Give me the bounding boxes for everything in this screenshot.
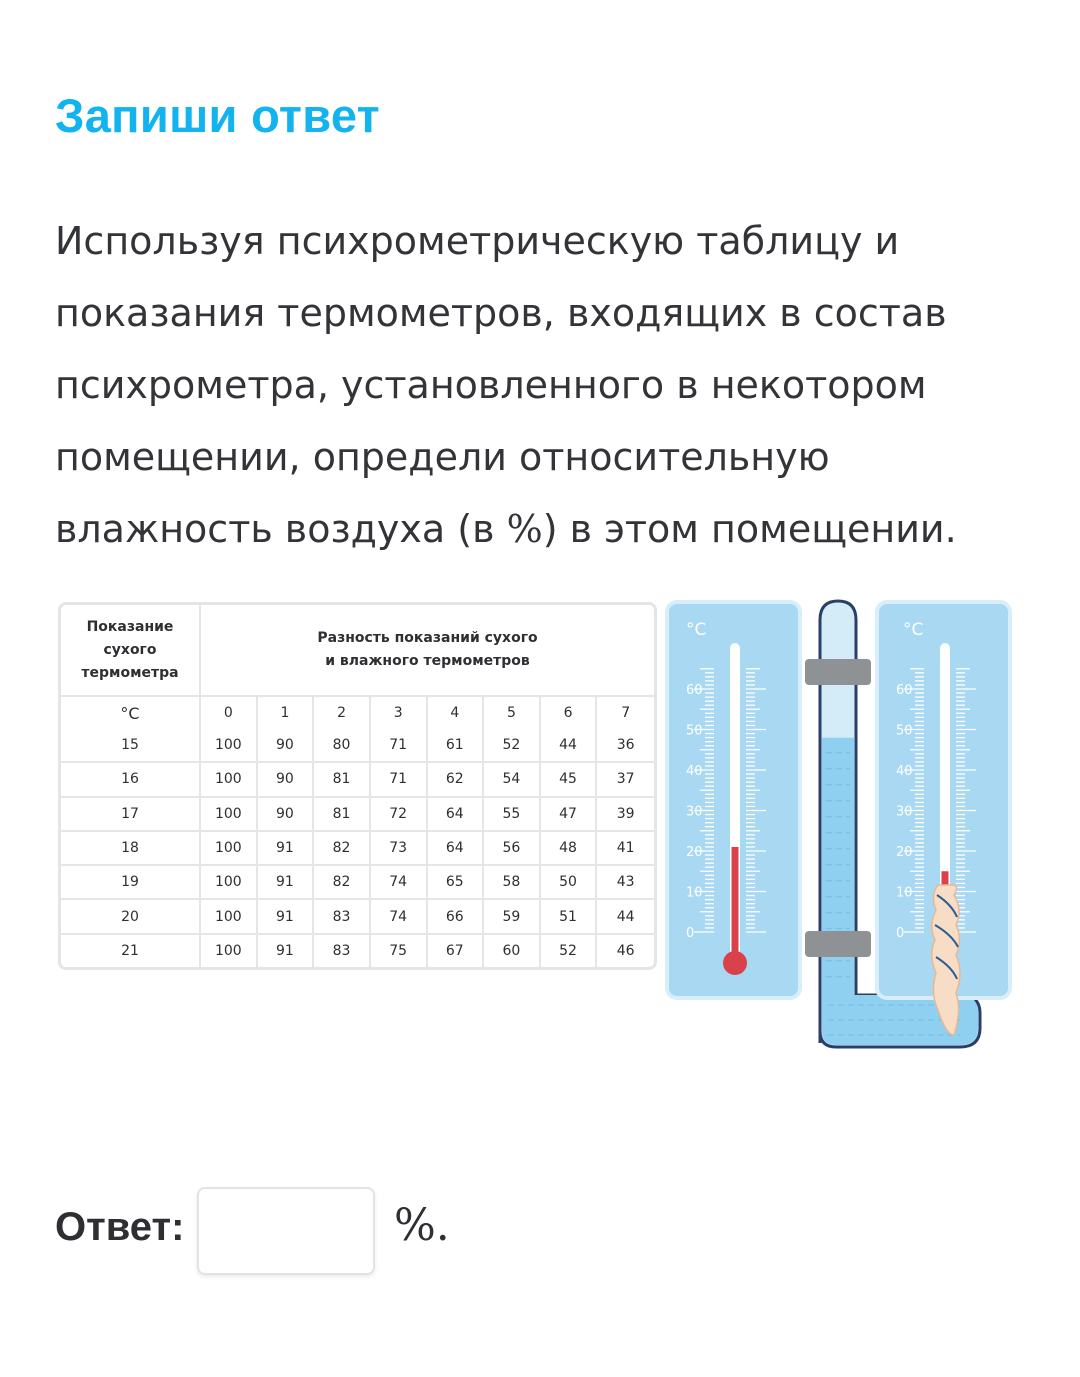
dry-temperature-cell: 20: [61, 900, 201, 934]
humidity-cell: 64: [428, 832, 485, 866]
humidity-cell: 41: [597, 832, 654, 866]
humidity-cell: 91: [258, 900, 315, 934]
humidity-cell: 100: [201, 832, 258, 866]
humidity-cell: 58: [484, 866, 541, 900]
humidity-cell: 62: [428, 763, 485, 797]
wet-scale-label: 30: [896, 804, 913, 820]
dry-bulb: [723, 951, 747, 975]
wet-scale-label: 60: [896, 683, 913, 698]
humidity-cell: 47: [541, 798, 598, 832]
wet-thermometer: [877, 602, 1010, 1035]
wet-scale-label: 50: [896, 723, 913, 739]
dry-header-line: термометра: [81, 664, 179, 681]
humidity-cell: 51: [541, 900, 598, 934]
humidity-cell: 52: [541, 935, 598, 967]
dry-scale-label: 40: [686, 764, 703, 779]
table-row: [61, 866, 654, 900]
humidity-cell: 82: [314, 866, 371, 900]
humidity-cell: 100: [201, 866, 258, 900]
table-header-row: [61, 605, 654, 697]
humidity-cell: 80: [314, 729, 371, 763]
humidity-cell: 83: [314, 900, 371, 934]
humidity-cell: 44: [597, 900, 654, 934]
column-header: 6: [541, 697, 598, 729]
table-row: [61, 729, 654, 763]
column-header: 5: [484, 697, 541, 729]
psychrometric-table: [58, 602, 657, 970]
humidity-cell: 50: [541, 866, 598, 900]
column-header: 4: [428, 697, 485, 729]
table-row: [61, 935, 654, 967]
humidity-cell: 72: [371, 798, 428, 832]
task-text: [55, 205, 1045, 565]
humidity-cell: 91: [258, 935, 315, 967]
table-row: [61, 832, 654, 866]
dry-unit-label: °C: [686, 620, 707, 640]
humidity-cell: 90: [258, 763, 315, 797]
humidity-cell: 55: [484, 798, 541, 832]
psychrometer-svg: [660, 595, 1020, 1055]
dry-temperature-cell: 16: [61, 763, 201, 797]
diff-header-line: и влажного термометров: [325, 653, 530, 669]
humidity-cell: 61: [428, 729, 485, 763]
dry-scale-label: 10: [686, 885, 703, 901]
dry-header-line: Показание: [86, 618, 174, 635]
table-row: [61, 900, 654, 934]
dry-header-line: сухого: [103, 641, 157, 658]
humidity-cell: 52: [484, 729, 541, 763]
humidity-cell: 73: [371, 832, 428, 866]
table-units-row: [61, 697, 654, 729]
humidity-cell: 100: [201, 763, 258, 797]
dry-temperature-cell: 21: [61, 935, 201, 967]
humidity-cell: 90: [258, 729, 315, 763]
diff-header-line: Разность показаний сухого: [317, 630, 538, 646]
humidity-cell: 67: [428, 935, 485, 967]
humidity-cell: 81: [314, 798, 371, 832]
wet-scale-label: 20: [896, 845, 913, 860]
top-clamp: [805, 659, 871, 685]
column-header: 2: [314, 697, 371, 729]
page-title: Запиши ответ: [55, 89, 380, 142]
dry-scale-label: 50: [686, 723, 703, 739]
humidity-cell: 75: [371, 935, 428, 967]
wet-unit-label: °C: [903, 620, 924, 640]
humidity-cell: 100: [201, 798, 258, 832]
dry-temperature-cell: 17: [61, 798, 201, 832]
dry-scale-label: 0: [686, 926, 695, 941]
column-header: 7: [621, 705, 631, 721]
column-header: 3: [371, 697, 428, 729]
humidity-cell: 65: [428, 866, 485, 900]
column-header: 0: [201, 697, 258, 729]
humidity-cell: 39: [597, 798, 654, 832]
dry-thermometer: [667, 602, 800, 998]
humidity-cell: 54: [484, 763, 541, 797]
table-row: [61, 798, 654, 832]
humidity-cell: 100: [201, 935, 258, 967]
humidity-cell: 91: [258, 866, 315, 900]
answer-label: Ответ:: [55, 1205, 185, 1249]
dry-scale-label: 30: [686, 804, 703, 820]
dry-temperature-cell: 15: [61, 729, 201, 763]
table-row: [61, 763, 654, 797]
humidity-cell: 44: [541, 729, 598, 763]
wet-scale-label: 40: [896, 764, 913, 779]
percent-sign: %: [506, 507, 543, 551]
table-body: [61, 729, 654, 967]
wet-scale-label: 0: [896, 926, 905, 941]
humidity-cell: 59: [484, 900, 541, 934]
answer-unit: %.: [394, 1200, 450, 1251]
task-text-end: ) в этом помещении.: [542, 507, 957, 551]
humidity-cell: 66: [428, 900, 485, 934]
dry-scale-label: 20: [686, 845, 703, 860]
humidity-cell: 37: [597, 763, 654, 797]
column-header: 1: [258, 697, 315, 729]
humidity-cell: 83: [314, 935, 371, 967]
difference-header: [201, 605, 654, 697]
humidity-cell: 64: [428, 798, 485, 832]
humidity-cell: 45: [541, 763, 598, 797]
unit-cell: °C: [61, 697, 201, 729]
bottom-clamp: [805, 931, 871, 957]
psychrometer-illustration: [660, 595, 1020, 1059]
humidity-cell: 91: [258, 832, 315, 866]
humidity-cell: 74: [371, 866, 428, 900]
humidity-cell: 71: [371, 763, 428, 797]
humidity-cell: 46: [616, 942, 635, 959]
humidity-cell: 71: [371, 729, 428, 763]
dry-scale-label: 60: [686, 683, 703, 698]
humidity-cell: 82: [314, 832, 371, 866]
humidity-cell: 81: [314, 763, 371, 797]
humidity-cell: 74: [371, 900, 428, 934]
dry-mercury: [732, 847, 739, 963]
humidity-cell: 90: [258, 798, 315, 832]
humidity-cell: 60: [484, 935, 541, 967]
humidity-cell: 100: [201, 729, 258, 763]
humidity-cell: 100: [201, 900, 258, 934]
humidity-cell: 48: [541, 832, 598, 866]
dry-reading-header: [61, 605, 201, 697]
humidity-cell: 56: [484, 832, 541, 866]
humidity-cell: 36: [597, 729, 654, 763]
humidity-cell: 43: [597, 866, 654, 900]
answer-input[interactable]: [197, 1187, 375, 1275]
dry-temperature-cell: 18: [61, 832, 201, 866]
task-text-start: Используя психрометрическую таблицу и показания термометров, входящих в состав психрометра, установленного в некотором помещении, определи относительную влажность воздуха (в: [55, 219, 947, 551]
dry-temperature-cell: 19: [61, 866, 201, 900]
wet-scale-label: 10: [896, 885, 913, 901]
